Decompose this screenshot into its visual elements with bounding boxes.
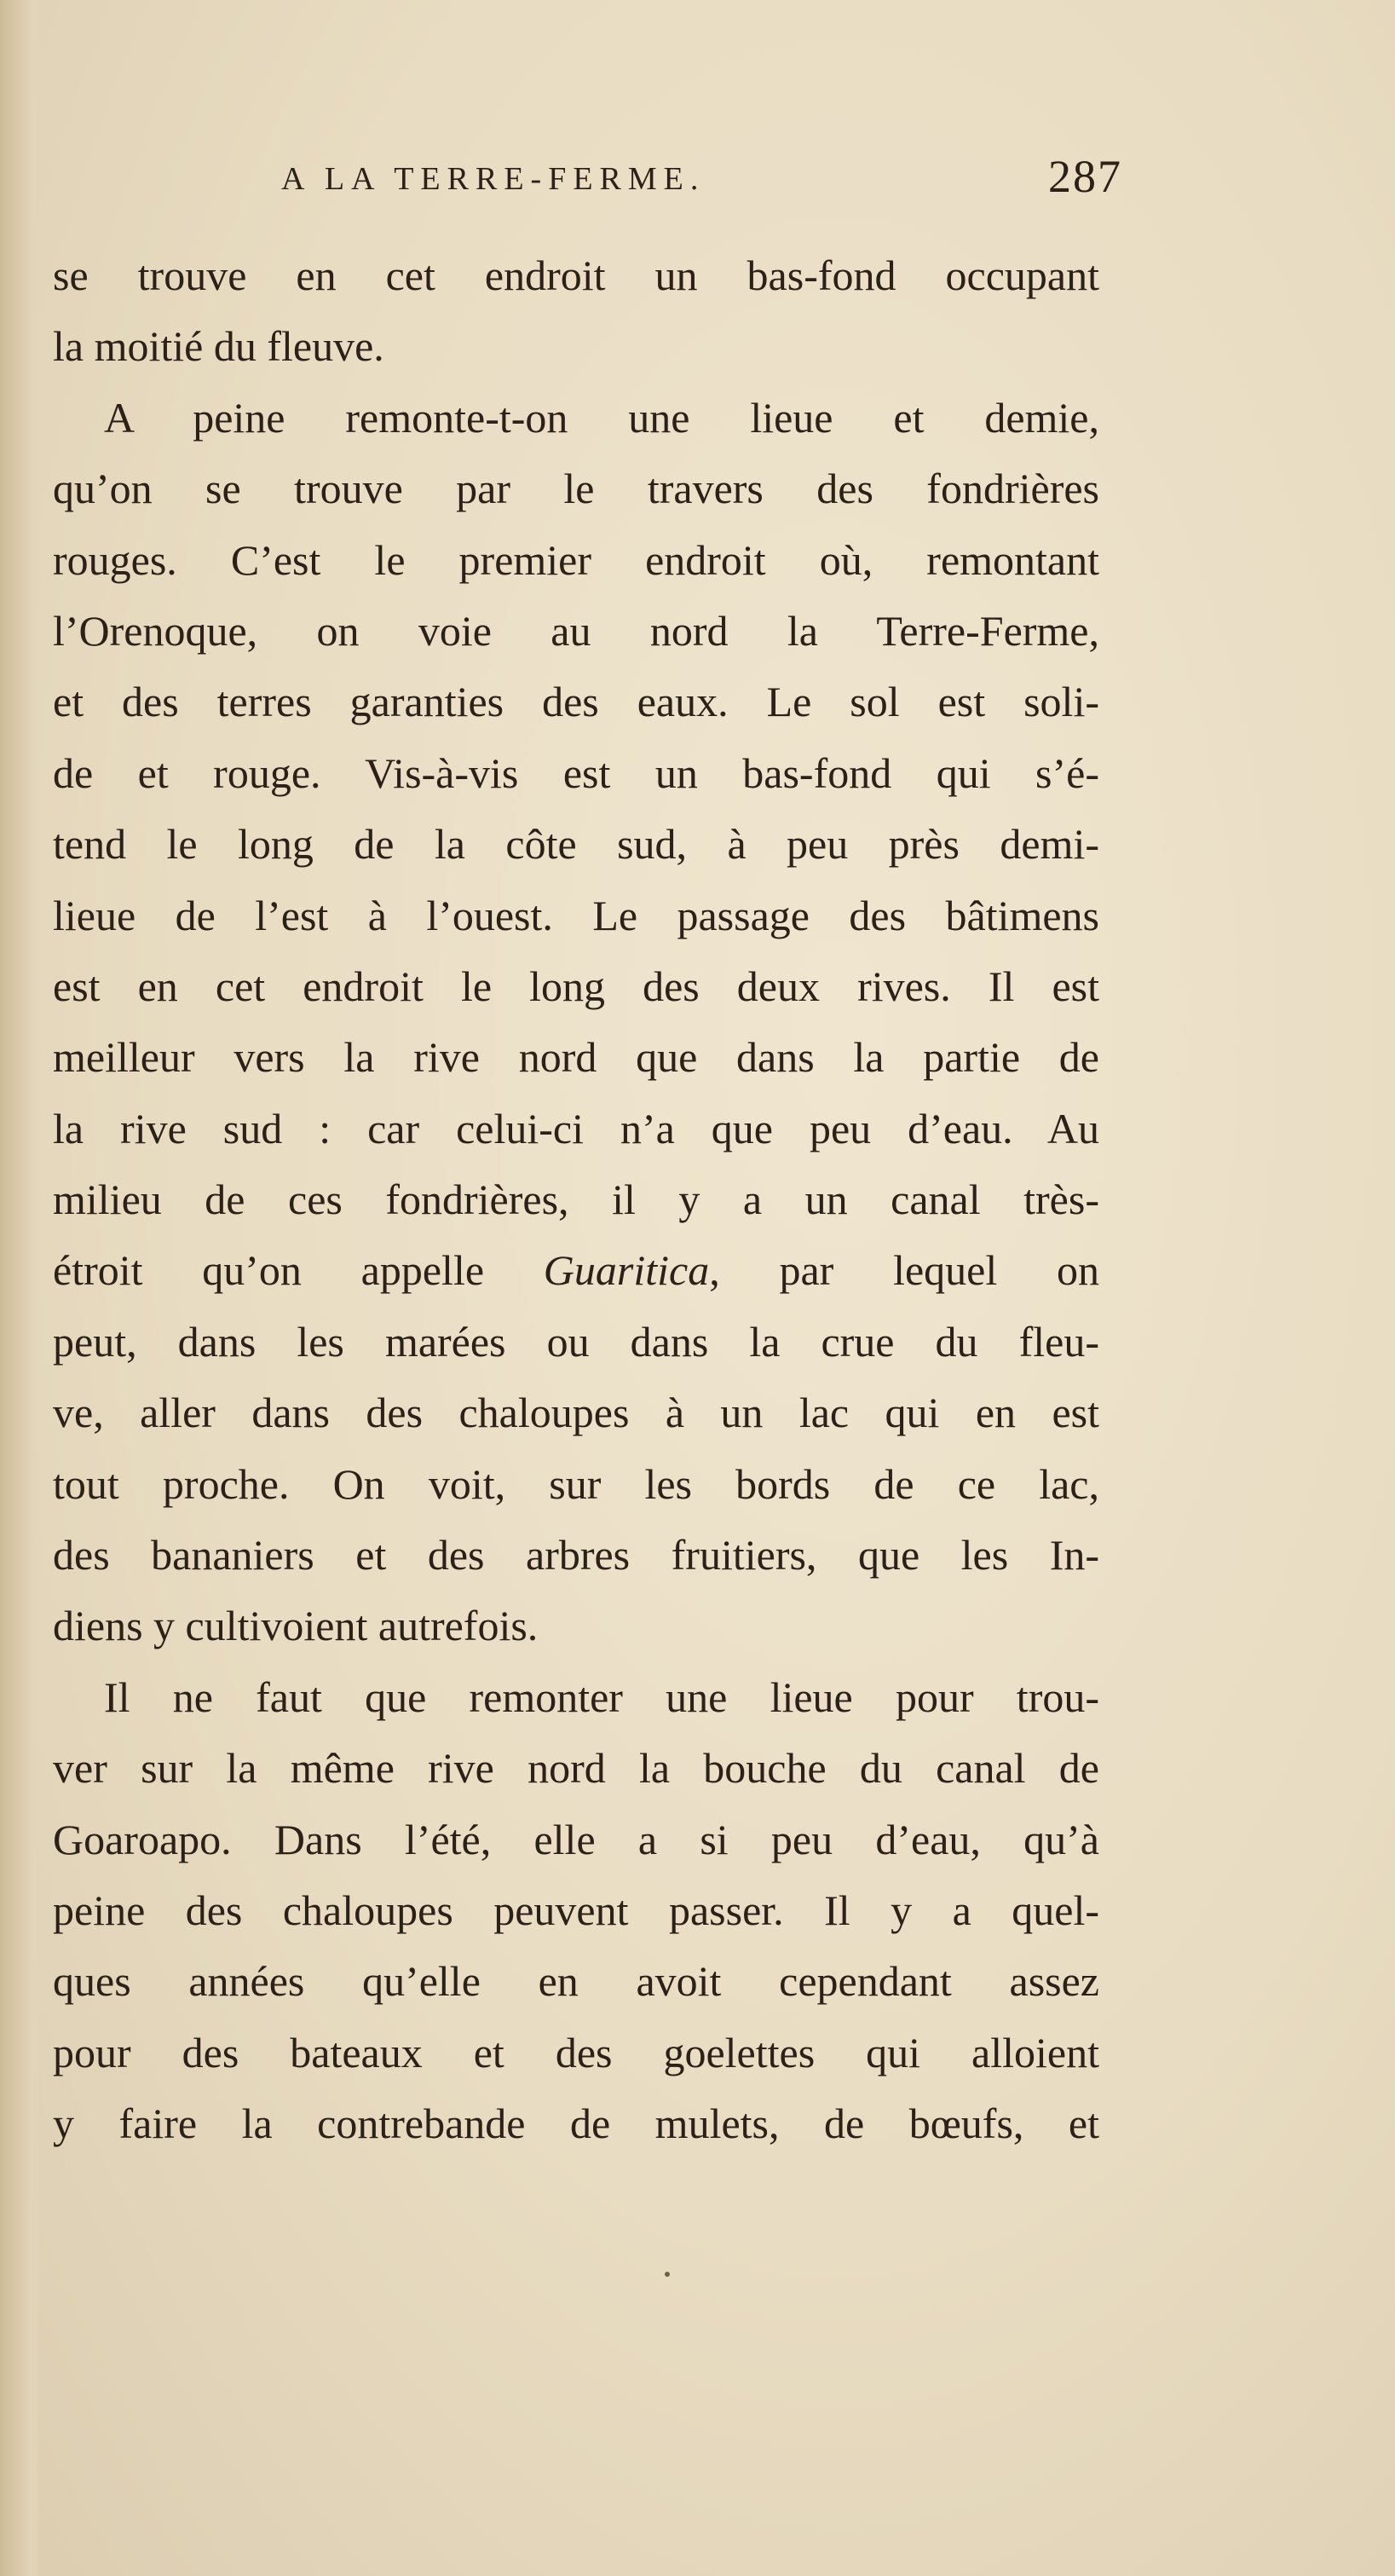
paper-speck xyxy=(665,2272,670,2277)
text-line: peine des chaloupes peuvent passer. Il y a quel- xyxy=(53,1886,1099,1934)
page-header xyxy=(281,151,1122,220)
text-line: la rive sud : car celui-ci n’a que peu d’eau. Au xyxy=(53,1104,1099,1152)
text-line: pour des bateaux et des goelettes qui alloient xyxy=(53,2028,1099,2076)
body-text xyxy=(53,240,1099,2160)
page-number: 287 xyxy=(1048,151,1122,202)
text-line: Goaroapo. Dans l’été, elle a si peu d’eau, qu’à xyxy=(53,1815,1099,1863)
text-line: y faire la contrebande de mulets, de bœufs, et xyxy=(53,2099,1099,2148)
text-line: et des terres garanties des eaux. Le sol est soli- xyxy=(53,678,1099,726)
text-line: lieue de l’est à l’ouest. Le passage des bâtimens xyxy=(53,891,1099,939)
text-line: diens y cultivoient autrefois. xyxy=(53,1602,539,1650)
italic-name: Guaritica xyxy=(543,1246,710,1295)
text-line: se trouve en cet endroit un bas-fond occupant xyxy=(53,251,1099,299)
text-line: l’Orenoque, on voie au nord la Terre-Ferme, xyxy=(53,606,1099,655)
text-line: Il ne faut que remonter une lieue pour trou- xyxy=(104,1672,1099,1721)
paragraph xyxy=(53,240,1099,383)
text-line: rouges. C’est le premier endroit où, remontant xyxy=(53,535,1099,584)
text-line: tend le long de la côte sud, à peu près demi- xyxy=(53,820,1099,869)
paragraph xyxy=(53,1662,1099,2160)
text-line: étroit qu’on appelle Guaritica, par lequel on xyxy=(53,1246,1100,1295)
paragraph xyxy=(53,383,1099,1662)
text-line: peut, dans les marées ou dans la crue du fleu- xyxy=(53,1317,1099,1366)
text-line: meilleur vers la rive nord que dans la partie de xyxy=(53,1033,1099,1082)
text-line: A peine remonte-t-on une lieue et demie, xyxy=(104,393,1099,442)
page-gutter xyxy=(0,0,41,2576)
text-line: tout proche. On voit, sur les bords de ce lac, xyxy=(53,1459,1099,1508)
text-line: ques années qu’elle en avoit cependant assez xyxy=(53,1957,1099,2006)
text-line: des bananiers et des arbres fruitiers, que les In- xyxy=(53,1531,1099,1580)
text-line: milieu de ces fondrières, il y a un canal très- xyxy=(53,1175,1099,1224)
text-line: de et rouge. Vis-à-vis est un bas-fond qui s’é- xyxy=(53,748,1099,797)
text-line: ver sur la même rive nord la bouche du canal de xyxy=(53,1744,1099,1793)
text-line: qu’on se trouve par le travers des fondrières xyxy=(53,465,1099,513)
running-head: A LA TERRE-FERME. xyxy=(281,161,706,197)
text-line: ve, aller dans des chaloupes à un lac qui en est xyxy=(53,1389,1099,1437)
text-line: est en cet endroit le long des deux rives. Il est xyxy=(53,962,1099,1010)
text-line: la moitié du fleuve. xyxy=(53,322,384,371)
